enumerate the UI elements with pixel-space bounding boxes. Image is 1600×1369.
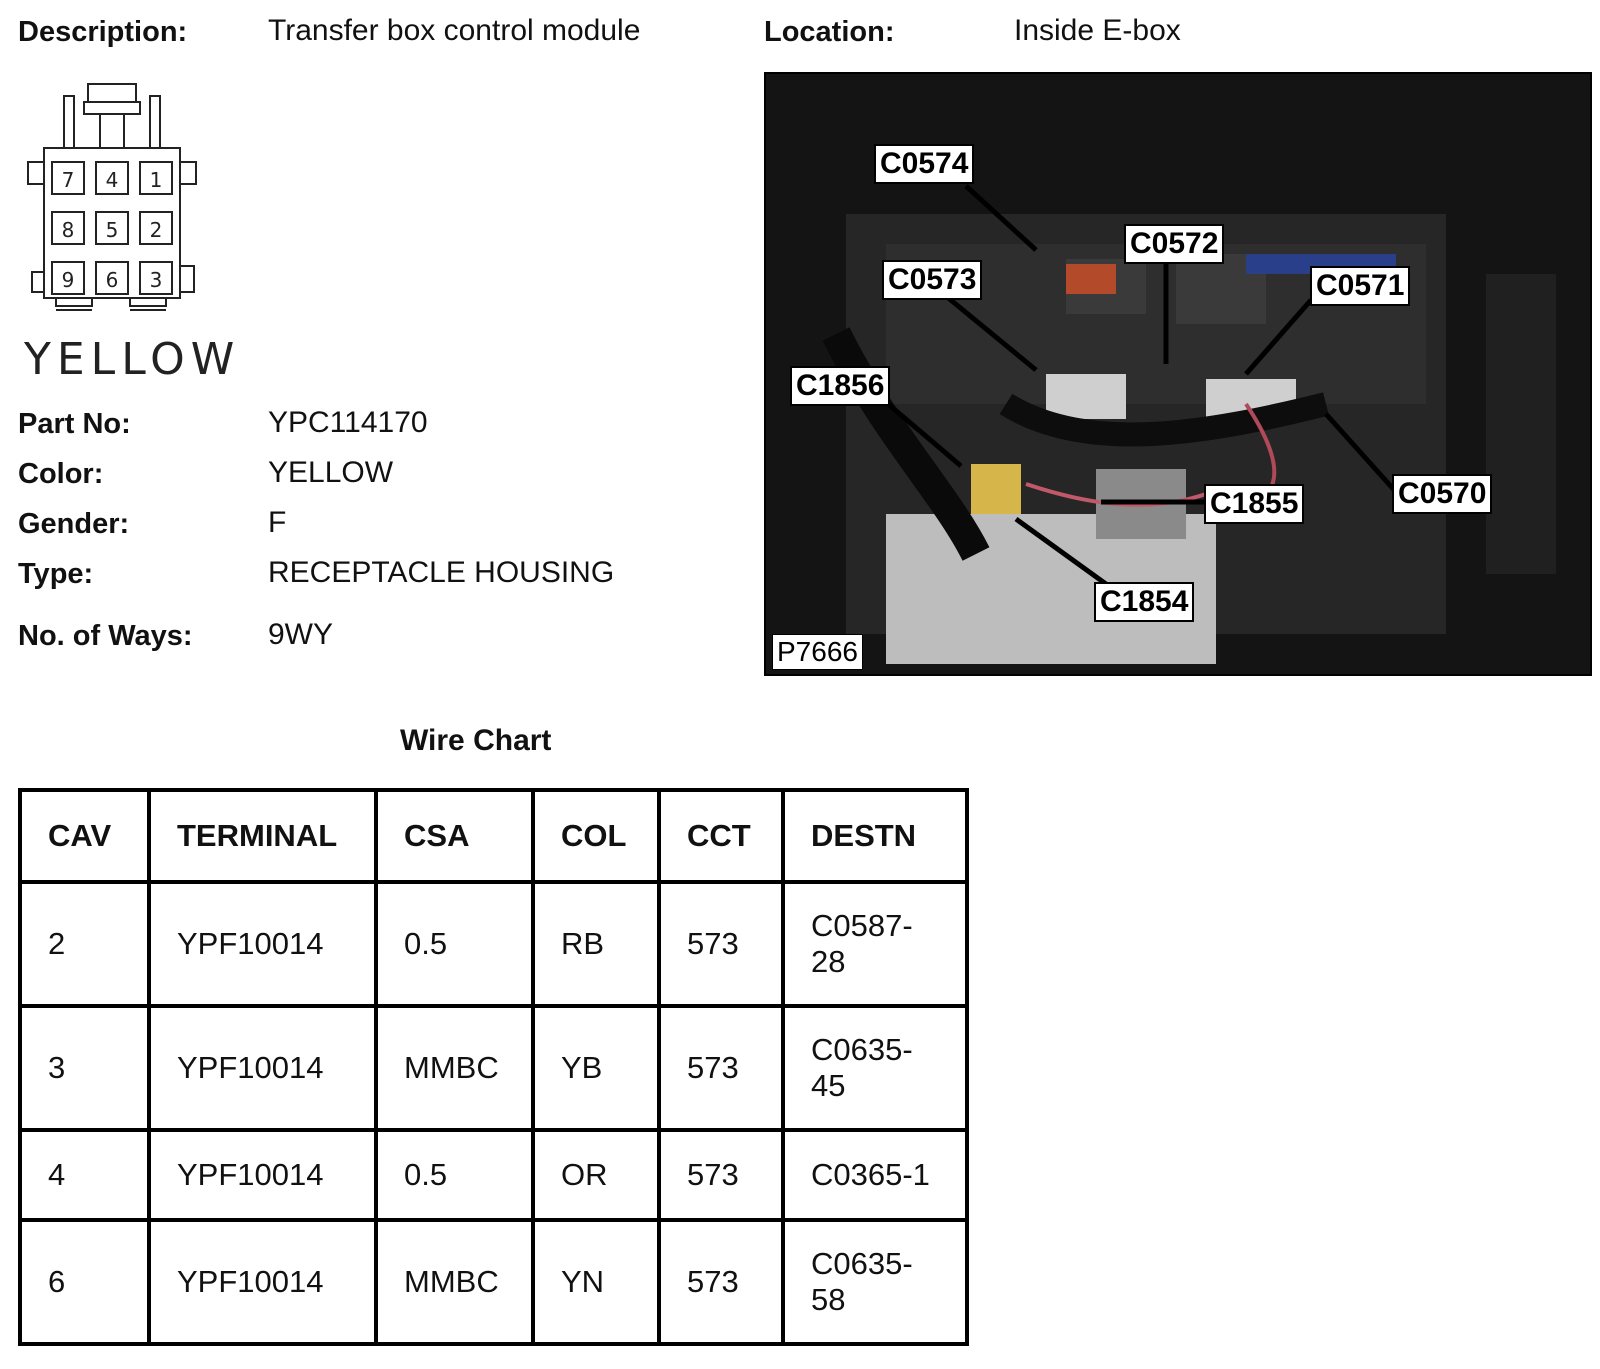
destn-line-1: C0635- [811,1246,913,1281]
ways-label: No. of Ways: [18,620,193,652]
header-terminal: TERMINAL [149,790,376,882]
destn-line-1: C0635- [811,1032,913,1067]
cavity-number: 7 [61,168,75,192]
cavity-number: 3 [149,268,163,292]
cavity-number: 5 [105,218,119,242]
location-value: Inside E-box [1014,14,1181,47]
ways-value: 9WY [268,618,334,651]
table-header-row [20,790,967,882]
destn-line-2: 58 [811,1282,846,1317]
callout-c0572: C0572 [1124,224,1224,264]
callout-c0574: C0574 [874,144,974,184]
header-destn: DESTN [783,790,967,882]
cell-csa: 0.5 [376,1130,533,1220]
header-csa: CSA [376,790,533,882]
cell-destn [783,1006,967,1130]
callout-c1855: C1855 [1204,484,1304,524]
cell-col: OR [533,1130,659,1220]
table-row [20,1130,967,1220]
cell-terminal: YPF10014 [149,1006,376,1130]
cell-cav: 4 [20,1130,149,1220]
cell-terminal: YPF10014 [149,882,376,1006]
photo-reference: P7666 [772,634,863,670]
cell-terminal: YPF10014 [149,1130,376,1220]
wire-chart-table [18,788,969,1346]
cell-col: YN [533,1220,659,1344]
cell-cav: 6 [20,1220,149,1344]
color-label: Color: [18,458,104,490]
gender-label: Gender: [18,508,130,540]
cell-col: RB [533,882,659,1006]
cell-cct: 573 [659,1130,783,1220]
callout-c0570: C0570 [1392,474,1492,514]
type-value: RECEPTACLE HOUSING [268,556,615,589]
cell-cct: 573 [659,1006,783,1130]
header-col: COL [533,790,659,882]
table-row [20,882,967,1006]
cell-destn: C0365-1 [783,1130,967,1220]
callout-c1856: C1856 [790,366,890,406]
connector-color-caption: YELLOW [24,334,241,385]
cell-cav: 3 [20,1006,149,1130]
callout-c1854: C1854 [1094,582,1194,622]
part-no-label: Part No: [18,408,131,440]
location-label: Location: [764,16,895,48]
table-row [20,1006,967,1130]
cell-csa: MMBC [376,1006,533,1130]
destn-line-2: 45 [811,1068,846,1103]
cavity-number: 9 [61,268,75,292]
table-row [20,1220,967,1344]
cell-cct: 573 [659,1220,783,1344]
cell-cct: 573 [659,882,783,1006]
cell-col: YB [533,1006,659,1130]
cavity-number: 6 [105,268,119,292]
destn-line-2: 28 [811,944,846,979]
gender-value: F [268,506,287,539]
description-label: Description: [18,16,188,48]
cell-csa: 0.5 [376,882,533,1006]
description-value: Transfer box control module [268,14,641,47]
cavity-number: 8 [61,218,75,242]
type-label: Type: [18,558,94,590]
callout-c0571: C0571 [1310,266,1410,306]
callout-c0573: C0573 [882,260,982,300]
color-value: YELLOW [268,456,394,489]
header-cct: CCT [659,790,783,882]
wire-chart-title: Wire Chart [400,724,552,757]
cell-terminal: YPF10014 [149,1220,376,1344]
connector-face-diagram [24,82,204,332]
cell-cav: 2 [20,882,149,1006]
cell-destn [783,882,967,1006]
cavity-number: 1 [149,168,163,192]
header-cav: CAV [20,790,149,882]
cavity-number: 4 [105,168,119,192]
cell-csa: MMBC [376,1220,533,1344]
location-photo [764,72,1592,676]
cell-destn [783,1220,967,1344]
cavity-number: 2 [149,218,163,242]
destn-line-1: C0587- [811,908,913,943]
part-no-value: YPC114170 [268,406,428,439]
